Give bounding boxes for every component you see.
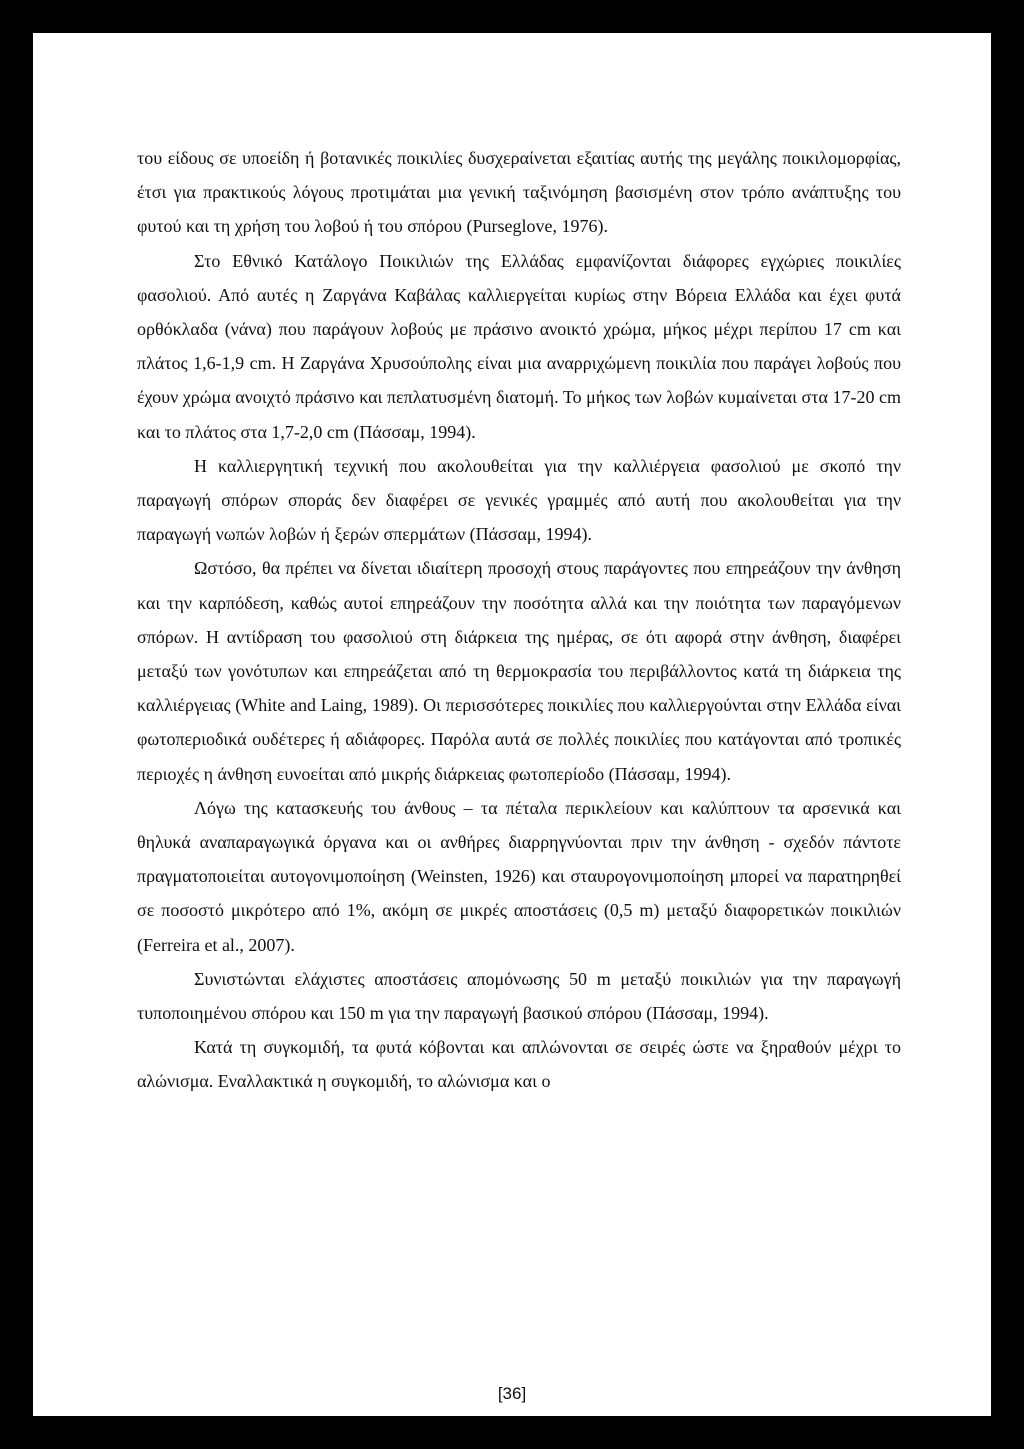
paragraph-2: Στο Εθνικό Κατάλογο Ποικιλιών της Ελλάδας εμφανίζονται διάφορες εγχώριες ποικιλίες φασολιού. Από αυτές η Ζαργάνα Καβάλας καλλιεργείται κυρίως στην Βόρεια Ελλάδα και έχει φυτά ορθόκλαδα (νάνα) που παράγουν λοβούς με πράσινο ανοικτό χρώμα, μήκος μέχρι περίπου 17 cm και πλάτος 1,6-1,9 cm. Η Ζαργάνα Χρυσούπολης είναι μια αναρριχώμενη ποικιλία που παράγει λοβούς που έχουν χρώμα ανοιχτό πράσινο και πεπλατυσμένη διατομή. Το μήκος των λοβών κυμαίνεται στα 17-20 cm και το πλάτος στα 1,7-2,0 cm (Πάσσαμ, 1994). — [137, 250, 901, 442]
paragraph-4: Ωστόσο, θα πρέπει να δίνεται ιδιαίτερη προσοχή στους παράγοντες που επηρεάζουν την άνθηση και την καρπόδεση, καθώς αυτοί επηρεάζουν την ποσότητα αλλά και την ποιότητα των παραγόμενων σπόρων. Η αντίδραση του φασολιού στη διάρκεια της ημέρας, σε ότι αφορά στην άνθηση, διαφέρει μεταξύ των γονότυπων και επηρεάζεται από τη θερμοκρασία του περιβάλλοντος κατά τη διάρκεια της καλλιέργειας (White and Laing, 1989). Οι περισσότερες ποικιλίες που καλλιεργούνται στην Ελλάδα είναι φωτοπεριοδικά ουδέτερες ή αδιάφορες. Παρόλα αυτά σε πολλές ποικιλίες που κατάγονται από τροπικές περιοχές η άνθηση ευνοείται από μικρής διάρκειας φωτοπερίοδο (Πάσσαμ, 1994). — [137, 558, 901, 784]
paragraph-1: του είδους σε υποείδη ή βοτανικές ποικιλίες δυσχεραίνεται εξαιτίας αυτής της μεγάλης ποικιλομορφίας, έτσι για πρακτικούς λόγους προτιμάται μια γενική ταξινόμηση βασισμένη στον τρόπο ανάπτυξης του φυτού και τη χρήση του λοβού ή του σπόρου (Purseglove, 1976). — [137, 148, 901, 237]
paragraph-7: Κατά τη συγκομιδή, τα φυτά κόβονται και απλώνονται σε σειρές ώστε να ξηραθούν μέχρι το αλώνισμα. Εναλλακτικά η συγκομιδή, το αλώνισμα και ο — [137, 1037, 901, 1092]
paragraph-6: Συνιστώνται ελάχιστες αποστάσεις απομόνωσης 50 m μεταξύ ποικιλιών για την παραγωγή τυποποιημένου σπόρου και 150 m για την παραγωγή βασικού σπόρου (Πάσσαμ, 1994). — [137, 968, 901, 1024]
document-page — [33, 33, 991, 1416]
body-text — [137, 141, 901, 1099]
page-number: [36] — [497, 1384, 527, 1403]
paragraph-5: Λόγω της κατασκευής του άνθους – τα πέταλα περικλείουν και καλύπτουν τα αρσενικά και θηλυκά αναπαραγωγικά όργανα και οι ανθήρες διαρρηγνύονται πριν την άνθηση - σχεδόν πάντοτε πραγματοποιείται αυτογονιμοποίηση (Weinsten, 1926) και σταυρογονιμοποίηση μπορεί να παρατηρηθεί σε ποσοστό μικρότερο από 1%, ακόμη σε μικρές αποστάσεις (0,5 m) μεταξύ διαφορετικών ποικιλιών (Ferreira et al., 2007). — [137, 797, 901, 955]
paragraph-3: Η καλλιεργητική τεχνική που ακολουθείται για την καλλιέργεια φασολιού με σκοπό την παραγωγή σπόρων σποράς δεν διαφέρει σε γενικές γραμμές από αυτή που ακολουθείται για την παραγωγή νωπών λοβών ή ξερών σπερμάτων (Πάσσαμ, 1994). — [137, 455, 901, 545]
